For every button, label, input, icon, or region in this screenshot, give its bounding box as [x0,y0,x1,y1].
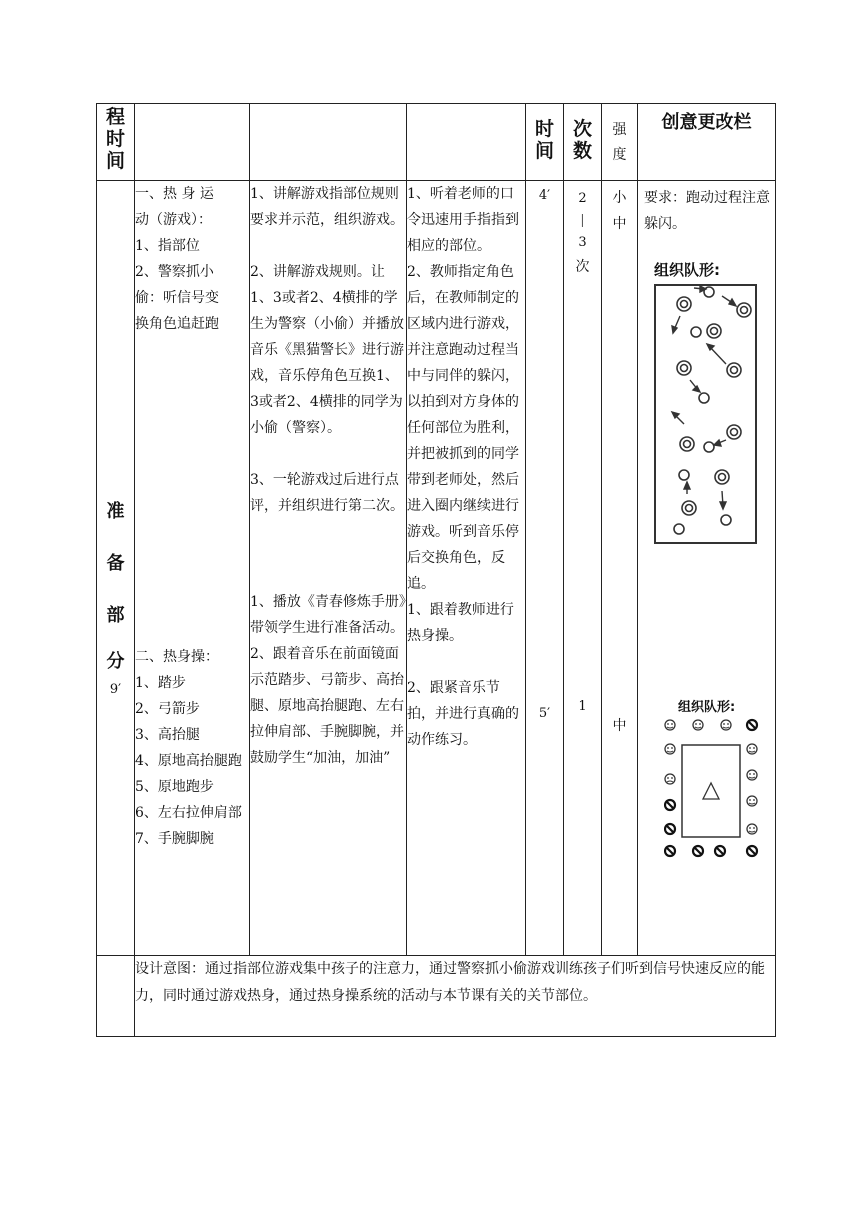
part1-count-separator: | [580,213,585,228]
part1-content-line: 1、指部位 [135,238,200,254]
header-process-time [97,104,135,181]
part1-content-line: 一、热 身 运 [135,186,214,202]
prep-section-row [97,181,776,956]
part2-content-line: 二、热身操： [135,649,219,665]
part1-content [135,181,249,337]
header-time [526,104,564,181]
header-count [564,104,602,181]
part1-teacher-2: 2、讲解游戏规则。让1、3或者2、4横排的学生为警察（小偷）并播放音乐《黑猫警长》进行游戏，音乐停角色互换1、3或者2、4横排的同学为小偷（警察）。 [250,264,404,436]
part1-content-line: 2、警察抓小 [135,264,214,280]
section-label-cell [97,181,135,956]
header-teacher [250,104,407,181]
part1-intensity-2: 中 [612,216,627,232]
part2-intensity: 中 [612,718,627,734]
part1-student-2: 2、教师指定角色后，在教师制定的区域内进行游戏，并注意跑动过程当中与同伴的躲闪，以拍到对方身体的任何部位为胜利，并把被抓到的同学带到老师处，然后进入圈内继续进行游戏。听到音乐停后交换角色，反追。 [407,264,519,592]
part2-content-line: 2、弓箭步 [135,701,200,717]
part2-teacher-2: 2、跟着音乐在前面镜面示范踏步、弓箭步、高抬腿、原地高抬腿跑、左右拉伸肩部、手腕脚腕，并鼓励学生“加油，加油” [250,646,404,766]
header-time-label: 时间 [535,118,555,162]
header-intensity-label: 强度 [612,122,627,163]
student-cell [407,181,526,956]
header-intensity [602,104,638,181]
lesson-plan-table [96,103,776,1037]
count-cell [564,181,602,956]
part1-time: 4′ [538,188,551,203]
time-cell [526,181,564,956]
formation1-title: 组织队形: [654,261,720,279]
part2-content [135,644,249,852]
section-char-3: 部 [106,605,125,626]
teacher-cell [250,181,407,956]
part2-student-2: 2、跟紧音乐节拍，并进行真确的动作练习。 [407,680,519,748]
header-content [135,104,250,181]
part1-count-unit: 次 [575,259,590,275]
part2-content-line: 5、原地跑步 [135,779,214,795]
part1-count-top: 2 [578,191,587,206]
formation2-title: 组织队形: [678,700,736,715]
design-intent: 设计意图：通过指部位游戏集中孩子的注意力，通过警察抓小偷游戏训练孩子们听到信号快速反应的能力，同时通过游戏热身，通过热身操系统的活动与本节课有关的关节部位。 [135,956,776,1037]
part2-content-line: 6、左右拉伸肩部 [135,805,242,821]
part2-teacher-1: 1、播放《青春修炼手册》带领学生进行准备活动。 [250,594,406,636]
part1-student-1: 1、听着老师的口令迅速用手指指到相应的部位。 [407,186,519,254]
section-duration: 9′ [109,682,122,697]
section-char-4: 分 [106,651,125,672]
header-creative [638,104,776,181]
section-char-1: 准 [106,501,125,522]
part2-content-line: 1、踏步 [135,675,186,691]
part2-count: 1 [578,699,587,714]
part1-content-line: 换角色追赶跑 [135,316,219,332]
header-creative-label: 创意更改栏 [661,112,752,133]
formation1-diagram [654,284,764,546]
part1-content-line: 偷：听信号变 [135,290,219,306]
header-row [97,104,776,181]
header-student [407,104,526,181]
creative-cell [638,181,776,956]
design-blank-cell [97,956,135,1037]
part1-teacher-3: 3、一轮游戏过后进行点评，并组织进行第二次。 [250,472,404,514]
part2-time: 5′ [538,706,551,721]
part1-content-line: 动（游戏）： [135,212,212,228]
part2-content-line: 7、手腕脚腕 [135,831,214,847]
part1-teacher-1: 1、讲解游戏指部位规则要求并示范，组织游戏。 [250,186,404,228]
section-char-2: 备 [106,553,125,574]
header-count-label: 次数 [573,118,593,162]
part2-student-1: 1、跟着教师进行热身操。 [407,602,514,644]
part1-count-bottom: 3 [578,235,587,250]
intensity-cell [602,181,638,956]
content-cell [135,181,250,956]
part1-creative-note: 要求：跑动过程注意躲闪。 [644,190,770,232]
part2-content-line: 3、高抬腿 [135,727,200,743]
part1-intensity-1: 小 [612,190,627,206]
formation2-diagram [664,717,760,859]
header-process-label: 程时间 [106,106,126,172]
design-row [97,956,776,1037]
part2-content-line: 4、原地高抬腿跑 [135,753,242,769]
